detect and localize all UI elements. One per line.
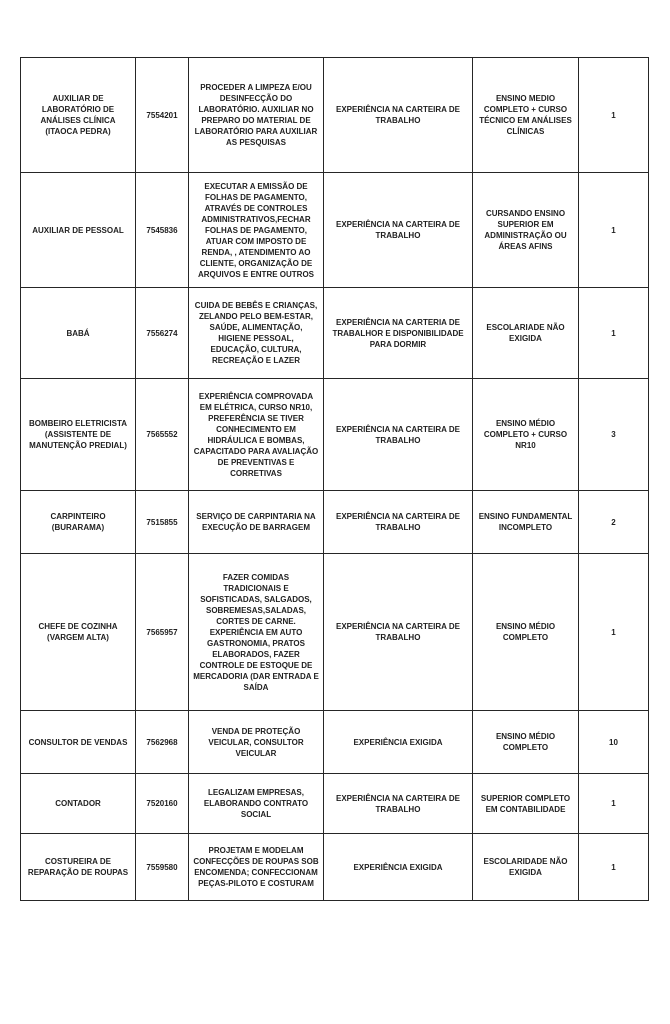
job-id-cell: 7565552: [136, 379, 189, 491]
description-cell: CUIDA DE BEBÊS E CRIANÇAS, ZELANDO PELO BEM-ESTAR, SAÚDE, ALIMENTAÇÃO, HIGIENE PESSOAL, EDUCAÇÃO, CULTURA, RECREAÇÃO E LAZER: [189, 288, 324, 379]
job-title-cell: BOMBEIRO ELETRICISTA (ASSISTENTE DE MANUTENÇÃO PREDIAL): [21, 379, 136, 491]
table-row: [21, 711, 649, 774]
description-cell: PROJETAM E MODELAM CONFECÇÕES DE ROUPAS SOB ENCOMENDA; CONFECCIONAM PEÇAS-PILOTO E COSTURAM: [189, 834, 324, 901]
job-title-cell: CHEFE DE COZINHA (VARGEM ALTA): [21, 554, 136, 711]
description-cell: EXPERIÊNCIA COMPROVADA EM ELÉTRICA, CURSO NR10, PREFERÊNCIA SE TIVER CONHECIMENTO EM HIDRÁULICA E BOMBAS, CAPACITADO PARA AVALIAÇÃO DE PREVENTIVAS E CORRETIVAS: [189, 379, 324, 491]
description-cell: VENDA DE PROTEÇÃO VEICULAR, CONSULTOR VEICULAR: [189, 711, 324, 774]
education-cell: ESCOLARIDADE NÃO EXIGIDA: [473, 834, 579, 901]
table-row: [21, 491, 649, 554]
education-cell: ENSINO MÉDIO COMPLETO + CURSO NR10: [473, 379, 579, 491]
experience-cell: EXPERIÊNCIA EXIGIDA: [324, 834, 473, 901]
job-id-cell: 7565957: [136, 554, 189, 711]
education-cell: SUPERIOR COMPLETO EM CONTABILIDADE: [473, 774, 579, 834]
description-cell: FAZER COMIDAS TRADICIONAIS E SOFISTICADAS, SALGADOS, SOBREMESAS,SALADAS, CORTES DE CARNE. EXPERIÊNCIA EM AUTO GASTRONOMIA, PRATOS ELABORADOS, FAZER CONTROLE DE ESTOQUE DE MERCADORIA (DAR ENTRADA E SAÍDA: [189, 554, 324, 711]
job-title-cell: COSTUREIRA DE REPARAÇÃO DE ROUPAS: [21, 834, 136, 901]
education-cell: ENSINO FUNDAMENTAL INCOMPLETO: [473, 491, 579, 554]
job-id-cell: 7515855: [136, 491, 189, 554]
job-title-cell: BABÁ: [21, 288, 136, 379]
description-cell: SERVIÇO DE CARPINTARIA NA EXECUÇÃO DE BARRAGEM: [189, 491, 324, 554]
table-row: [21, 288, 649, 379]
experience-cell: EXPERIÊNCIA NA CARTEIRA DE TRABALHO: [324, 774, 473, 834]
job-title-cell: AUXILIAR DE PESSOAL: [21, 173, 136, 288]
education-cell: ENSINO MÉDIO COMPLETO: [473, 711, 579, 774]
job-title-cell: AUXILIAR DE LABORATÓRIO DE ANÁLISES CLÍNICA (ITAOCA PEDRA): [21, 58, 136, 173]
job-id-cell: 7520160: [136, 774, 189, 834]
job-title-cell: CARPINTEIRO (BURARAMA): [21, 491, 136, 554]
openings-cell: 1: [579, 834, 649, 901]
openings-cell: 1: [579, 774, 649, 834]
job-title-cell: CONSULTOR DE VENDAS: [21, 711, 136, 774]
job-id-cell: 7559580: [136, 834, 189, 901]
table-row: [21, 379, 649, 491]
education-cell: ESCOLARIADE NÃO EXIGIDA: [473, 288, 579, 379]
description-cell: EXECUTAR A EMISSÃO DE FOLHAS DE PAGAMENTO, ATRAVÉS DE CONTROLES ADMINISTRATIVOS,FECHAR FOLHAS DE PAGAMENTO, ATUAR COM IMPOSTO DE RENDA, , ATENDIMENTO AO CLIENTE, ORGANIZAÇÃO DE ARQUIVOS E ENTRE OUTROS: [189, 173, 324, 288]
table-row: [21, 774, 649, 834]
table-row: [21, 58, 649, 173]
openings-cell: 1: [579, 554, 649, 711]
job-id-cell: 7554201: [136, 58, 189, 173]
description-cell: LEGALIZAM EMPRESAS, ELABORANDO CONTRATO SOCIAL: [189, 774, 324, 834]
education-cell: CURSANDO ENSINO SUPERIOR EM ADMINISTRAÇÃO OU ÁREAS AFINS: [473, 173, 579, 288]
openings-cell: 1: [579, 288, 649, 379]
table-row: [21, 173, 649, 288]
openings-cell: 1: [579, 58, 649, 173]
experience-cell: EXPERIÊNCIA NA CARTERIA DE TRABALHOR E DISPONIBILIDADE PARA DORMIR: [324, 288, 473, 379]
openings-cell: 10: [579, 711, 649, 774]
table-row: [21, 554, 649, 711]
vacancies-table: [20, 57, 649, 901]
job-title-cell: CONTADOR: [21, 774, 136, 834]
education-cell: ENSINO MEDIO COMPLETO + CURSO TÉCNICO EM ANÁLISES CLÍNICAS: [473, 58, 579, 173]
openings-cell: 3: [579, 379, 649, 491]
openings-cell: 1: [579, 173, 649, 288]
education-cell: ENSINO MÉDIO COMPLETO: [473, 554, 579, 711]
experience-cell: EXPERIÊNCIA NA CARTEIRA DE TRABALHO: [324, 491, 473, 554]
job-id-cell: 7562968: [136, 711, 189, 774]
openings-cell: 2: [579, 491, 649, 554]
experience-cell: EXPERIÊNCIA NA CARTEIRA DE TRABALHO: [324, 58, 473, 173]
experience-cell: EXPERIÊNCIA NA CARTEIRA DE TRABALHO: [324, 173, 473, 288]
job-id-cell: 7545836: [136, 173, 189, 288]
experience-cell: EXPERIÊNCIA NA CARTEIRA DE TRABALHO: [324, 554, 473, 711]
experience-cell: EXPERIÊNCIA NA CARTEIRA DE TRABALHO: [324, 379, 473, 491]
job-id-cell: 7556274: [136, 288, 189, 379]
experience-cell: EXPERIÊNCIA EXIGIDA: [324, 711, 473, 774]
description-cell: PROCEDER A LIMPEZA E/OU DESINFECÇÃO DO LABORATÓRIO. AUXILIAR NO PREPARO DO MATERIAL DE LABORATÓRIO PARA AUXILIAR AS PESQUISAS: [189, 58, 324, 173]
table-row: [21, 834, 649, 901]
